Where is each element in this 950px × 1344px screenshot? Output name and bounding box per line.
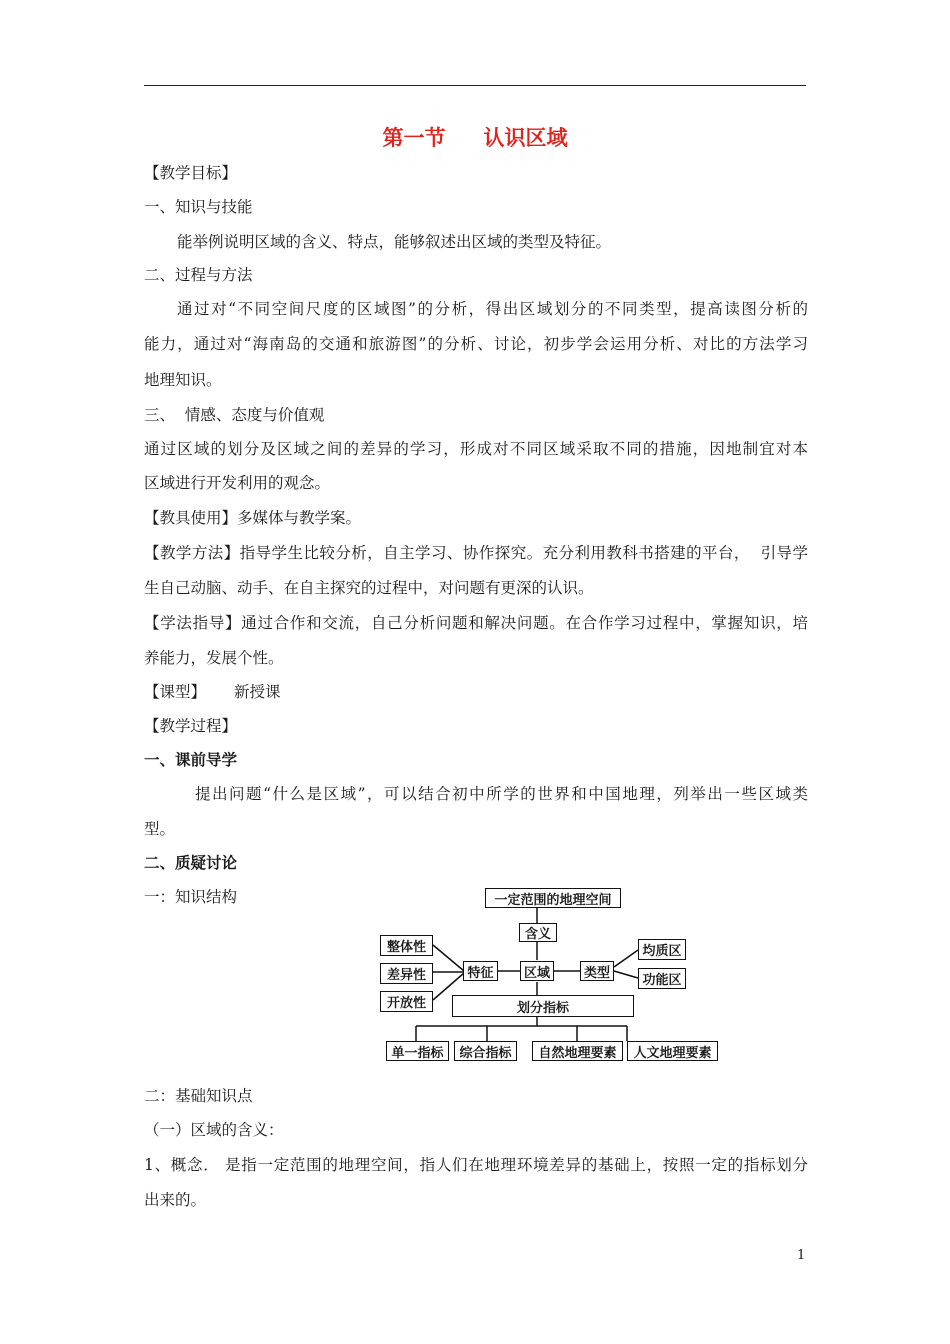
concept-text-2: 出来的。 — [144, 1191, 207, 1209]
discussion-heading: 二、质疑讨论 — [144, 854, 238, 872]
diagram-composite-index: 综合指标 — [454, 1041, 517, 1061]
knowledge-skills-heading: 一、知识与技能 — [144, 198, 253, 216]
diagram-types: 类型 — [580, 961, 614, 981]
teaching-tools: 【教具使用】多媒体与教学案。 — [144, 509, 362, 527]
teaching-method-1: 【教学方法】指导学生比较分析，自主学习、协作探究。充分利用教科书搭建的平台， 引导学 — [144, 544, 808, 562]
pre-class-heading: 一、课前导学 — [144, 751, 238, 769]
concept-text-1: 1、概念． 是指一定范围的地理空间，指人们在地理环境差异的基础上，按照一定的指标划分 — [144, 1156, 808, 1174]
lesson-type — [144, 682, 808, 702]
diagram-region: 区域 — [520, 961, 554, 981]
lesson-type-label: 【课型】 — [144, 683, 207, 701]
knowledge-skills-text: 能举例说明区域的含义、特点，能够叙述出区域的类型及特征。 — [177, 233, 612, 251]
section-title: 认识区域 — [483, 126, 568, 150]
teaching-process-heading: 【教学过程】 — [144, 717, 238, 735]
teaching-method-2: 生自己动脑、动手、在自主探究的过程中，对问题有更深的认识。 — [144, 579, 594, 597]
pre-class-text-2: 型。 — [144, 820, 176, 838]
knowledge-structure-heading: 一：知识结构 — [144, 888, 238, 906]
header-rule — [144, 85, 806, 86]
knowledge-structure-diagram — [374, 883, 724, 1065]
section-number: 第一节 — [382, 126, 446, 150]
region-meaning-heading: （一）区域的含义： — [144, 1121, 284, 1139]
attitude-text-1: 通过区域的划分及区域之间的差异的学习，形成对不同区域采取不同的措施，因地制宜对本 — [144, 440, 808, 458]
diagram-human-factors: 人文地理要素 — [627, 1041, 718, 1061]
diagram-difference: 差异性 — [380, 963, 433, 984]
attitude-text-2: 区域进行开发利用的观念。 — [144, 474, 331, 492]
diagram-features: 特征 — [463, 961, 498, 981]
diagram-homogeneous-region: 均质区 — [638, 939, 686, 960]
diagram-meaning: 含义 — [519, 923, 557, 942]
page-number: 1 — [797, 1248, 806, 1263]
diagram-natural-factors: 自然地理要素 — [532, 1041, 623, 1061]
attitude-heading: 三、 情感、态度与价值观 — [144, 406, 325, 424]
process-method-heading: 二、过程与方法 — [144, 266, 253, 284]
diagram-wholeness: 整体性 — [380, 935, 433, 956]
diagram-openness: 开放性 — [380, 991, 433, 1012]
diagram-division-index: 划分指标 — [452, 995, 634, 1017]
diagram-single-index: 单一指标 — [386, 1041, 449, 1061]
process-method-text-1: 通过对“不同空间尺度的区域图”的分析，得出区域划分的不同类型，提高读图分析的 — [177, 300, 808, 318]
process-method-text-3: 地理知识。 — [144, 371, 222, 389]
diagram-functional-region: 功能区 — [638, 968, 686, 989]
learning-guidance-2: 养能力，发展个性。 — [144, 649, 284, 667]
process-method-text-2: 能力，通过对“海南岛的交通和旅游图”的分析、讨论，初步学会运用分析、对比的方法学习 — [144, 335, 808, 353]
lesson-type-value: 新授课 — [234, 683, 281, 701]
basic-knowledge-heading: 二：基础知识点 — [144, 1087, 253, 1105]
page-title — [0, 122, 950, 152]
diagram-geographic-space: 一定范围的地理空间 — [485, 888, 621, 908]
learning-guidance-1: 【学法指导】通过合作和交流，自己分析问题和解决问题。在合作学习过程中，掌握知识，培 — [144, 614, 808, 632]
teaching-goals-heading: 【教学目标】 — [144, 164, 238, 182]
pre-class-text-1: 提出问题“什么是区域”，可以结合初中所学的世界和中国地理，列举出一些区域类 — [195, 785, 808, 803]
